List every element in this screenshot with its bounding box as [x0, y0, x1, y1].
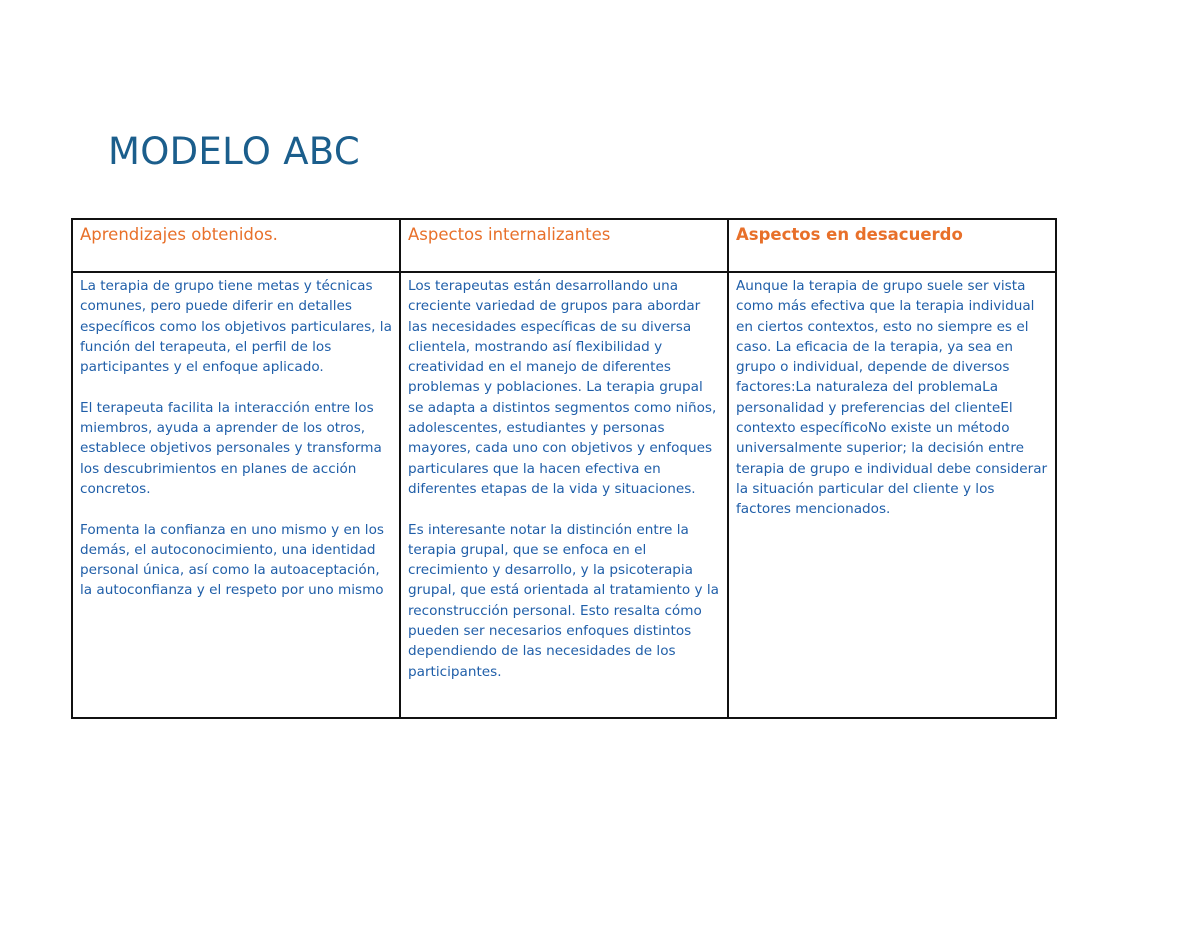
page-title: MODELO ABC	[108, 130, 360, 173]
table-body-row	[72, 272, 1056, 718]
abc-table	[71, 218, 1057, 719]
header-cell-aprendizajes	[72, 219, 400, 272]
paragraph: La terapia de grupo tiene metas y técnicas comunes, pero puede diferir en detalles específicos como los objetivos particulares, la función del terapeuta, el perfil de los participantes y el enfoque aplicado.	[80, 278, 392, 376]
body-cell-aprendizajes	[72, 272, 400, 718]
header-label-desacuerdo: Aspectos en desacuerdo	[736, 225, 963, 244]
paragraph: Es interesante notar la distinción entre la terapia grupal, que se enfoca en el crecimiento y desarrollo, y la psicoterapia grupal, que está orientada al tratamiento y la reconstrucción personal. Esto resalta cómo pueden ser necesarios enfoques distintos dependiendo de las necesidades de los participantes.	[408, 521, 719, 680]
header-cell-desacuerdo	[728, 219, 1056, 272]
header-label-aprendizajes: Aprendizajes obtenidos.	[80, 225, 278, 244]
body-cell-internalizantes	[400, 272, 728, 718]
table-header-row	[72, 219, 1056, 272]
paragraph: Fomenta la confianza en uno mismo y en los demás, el autoconocimiento, una identidad personal única, así como la autoaceptación, la autoconfianza y el respeto por uno mismo	[80, 521, 384, 599]
header-cell-internalizantes	[400, 219, 728, 272]
paragraph: Los terapeutas están desarrollando una creciente variedad de grupos para abordar las necesidades específicas de su diversa clientela, mostrando así flexibilidad y creatividad en el manejo de diferentes problemas y poblaciones. La terapia grupal se adapta a distintos segmentos como niños, adolescentes, estudiantes y personas mayores, cada uno con objetivos y enfoques particulares que la hacen efectiva en diferentes etapas de la vida y situaciones.	[408, 278, 717, 497]
header-label-internalizantes: Aspectos internalizantes	[408, 225, 611, 244]
body-cell-desacuerdo	[728, 272, 1056, 718]
paragraph: Aunque la terapia de grupo suele ser vista como más efectiva que la terapia individual en ciertos contextos, esto no siempre es el caso. La eficacia de la terapia, ya sea en grupo o individual, depende de diversos factores:La naturaleza del problemaLa personalidad y preferencias del clienteEl contexto específicoNo existe un método universalmente superior; la decisión entre terapia de grupo e individual debe considerar la situación particular del cliente y los factores mencionados.	[736, 278, 1048, 518]
paragraph: El terapeuta facilita la interacción entre los miembros, ayuda a aprender de los otros, establece objetivos personales y transforma los descubrimientos en planes de acción concretos.	[80, 399, 382, 497]
